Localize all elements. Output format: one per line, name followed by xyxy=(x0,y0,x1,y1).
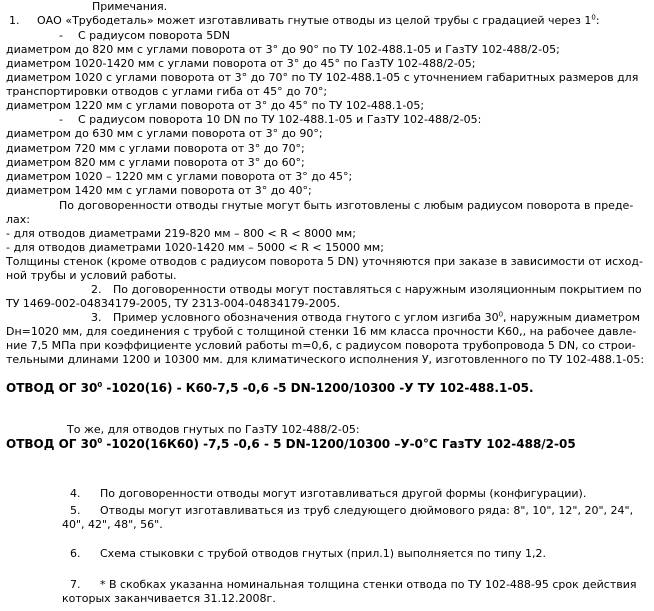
note-3-text: Dн=1020 мм, для соединения с трубой с толщиной стенки 16 мм класса прочности К60,, на рабочее давле- xyxy=(6,325,637,338)
note-2-text: ТУ 1469-002-04834179-2005, ТУ 2313-004-04834179-2005. xyxy=(6,297,341,310)
radius-10dn-line: диаметром до 630 мм с углами поворота от 3° до 90°; xyxy=(6,127,323,140)
note-4-number: 4. xyxy=(70,487,81,500)
radius-5dn-line: диаметром до 820 мм с углами поворота от 3° до 90° по ТУ 102-488.1-05 и ГазТУ 102-488/2-05; xyxy=(6,43,560,56)
note-1-intro-colon: : xyxy=(595,14,600,27)
radius-10dn-title: С радиусом поворота 10 DN по ТУ 102-488.1-05 и ГазТУ 102-488/2-05: xyxy=(78,113,482,126)
radius-5dn-line: диаметром 1020-1420 мм с углами поворота от 3° до 45° по ГазТУ 102-488/2-05; xyxy=(6,57,476,70)
note-6-text: Схема стыковки с трубой отводов гнутых (прил.1) выполняется по типу 1,2. xyxy=(100,547,546,560)
designation-example-1 xyxy=(6,381,534,395)
note-3-text xyxy=(113,311,640,325)
note-5-text: Отводы могут изготавливаться из труб следующего дюймового ряда: 8", 10", 12", 20", 24", xyxy=(100,504,634,517)
note-3-number: 3. xyxy=(91,311,102,324)
degree-superscript: 0 xyxy=(591,13,596,22)
designation-part: ОТВОД ОГ 30 xyxy=(6,381,98,395)
degree-superscript: 0 xyxy=(97,381,103,389)
radius-10dn-line: диаметром 1020 – 1220 мм с углами поворота от 3° до 45°; xyxy=(6,170,353,183)
radius-range-line: - для отводов диаметрами 219-820 мм – 800 < R < 8000 мм; xyxy=(6,227,356,240)
radius-10dn-line: диаметром 720 мм с углами поворота от 3° до 70°; xyxy=(6,142,305,155)
radius-5dn-line: диаметром 1220 мм с углами поворота от 3° до 45° по ТУ 102-488.1-05; xyxy=(6,99,425,112)
radius-5dn-line: транспортировки отводов с углами гиба от 45° до 70°; xyxy=(6,85,328,98)
note-3-text-part: Пример условного обозначения отвода гнутого с углом изгиба 30 xyxy=(113,311,499,324)
notes-heading: Примечания. xyxy=(92,0,168,13)
wall-thickness-line: ной трубы и условий работы. xyxy=(6,269,177,282)
note-1-number: 1. xyxy=(9,14,20,27)
note-2-text: По договоренности отводы могут поставляться с наружным изоляционным покрытием по xyxy=(113,283,642,296)
designation-part: -1020(16К60) -7,5 -0,6 - 5 DN-1200/10300 –У-0°С ГазТУ 102-488/2-05 xyxy=(102,437,576,451)
note-7-number: 7. xyxy=(70,578,81,591)
radius-5dn-line: диаметром 1020 с углами поворота от 3° до 70° по ТУ 102-488.1-05 с уточнением габаритных размеров для xyxy=(6,71,639,84)
note-3-text-part: , наружным диаметром xyxy=(503,311,641,324)
same-for-gaztu-note: То же, для отводов гнутых по ГазТУ 102-488/2-05: xyxy=(67,423,360,436)
note-6-number: 6. xyxy=(70,547,81,560)
designation-part: ОТВОД ОГ 30 xyxy=(6,437,98,451)
note-7-text: * В скобках указанна номинальная толщина стенки отвода по ТУ 102-488-95 срок действия xyxy=(100,578,637,591)
any-radius-intro: По договоренности отводы гнутые могут быть изготовлены с любым радиусом поворота в преде- xyxy=(59,199,634,212)
note-3-text: ние 7,5 МПа при коэффициенте условий работы m=0,6, с радиусом поворота трубопровода 5 DN, со строи- xyxy=(6,339,636,352)
list-dash: - xyxy=(59,29,63,42)
note-1-intro-text: ОАО «Трубодеталь» может изготавливать гнутые отводы из целой трубы с градацией через 1 xyxy=(37,14,592,27)
note-2-number: 2. xyxy=(91,283,102,296)
radius-10dn-line: диаметром 820 мм с углами поворота от 3° до 60°; xyxy=(6,156,305,169)
note-5-number: 5. xyxy=(70,504,81,517)
degree-superscript: 0 xyxy=(97,437,103,445)
note-3-text: тельными длинами 1200 и 10300 мм. для климатического исполнения У, изготовленного по ТУ 102-488.1-05: xyxy=(6,353,645,366)
note-5-text: 40", 42", 48", 56". xyxy=(62,518,163,531)
wall-thickness-line: Толщины стенок (кроме отводов с радиусом поворота 5 DN) уточняются при заказе в зависимости от исход- xyxy=(6,255,643,268)
radius-5dn-title: С радиусом поворота 5DN xyxy=(78,29,230,42)
designation-example-2 xyxy=(6,437,576,451)
radius-10dn-line: диаметром 1420 мм с углами поворота от 3° до 40°; xyxy=(6,184,312,197)
list-dash: - xyxy=(59,113,63,126)
degree-superscript: 0 xyxy=(498,310,504,319)
designation-part: -1020(16) - К60-7,5 -0,6 -5 DN-1200/10300 -У ТУ 102-488.1-05. xyxy=(102,381,534,395)
note-4-text: По договоренности отводы могут изготавливаться другой формы (конфигурации). xyxy=(100,487,587,500)
radius-range-line: - для отводов диаметрами 1020-1420 мм – 5000 < R < 15000 мм; xyxy=(6,241,384,254)
any-radius-intro-cont: лах: xyxy=(6,213,30,226)
note-7-text: которых заканчивается 31.12.2008г. xyxy=(62,592,276,605)
note-1-intro xyxy=(37,14,600,28)
